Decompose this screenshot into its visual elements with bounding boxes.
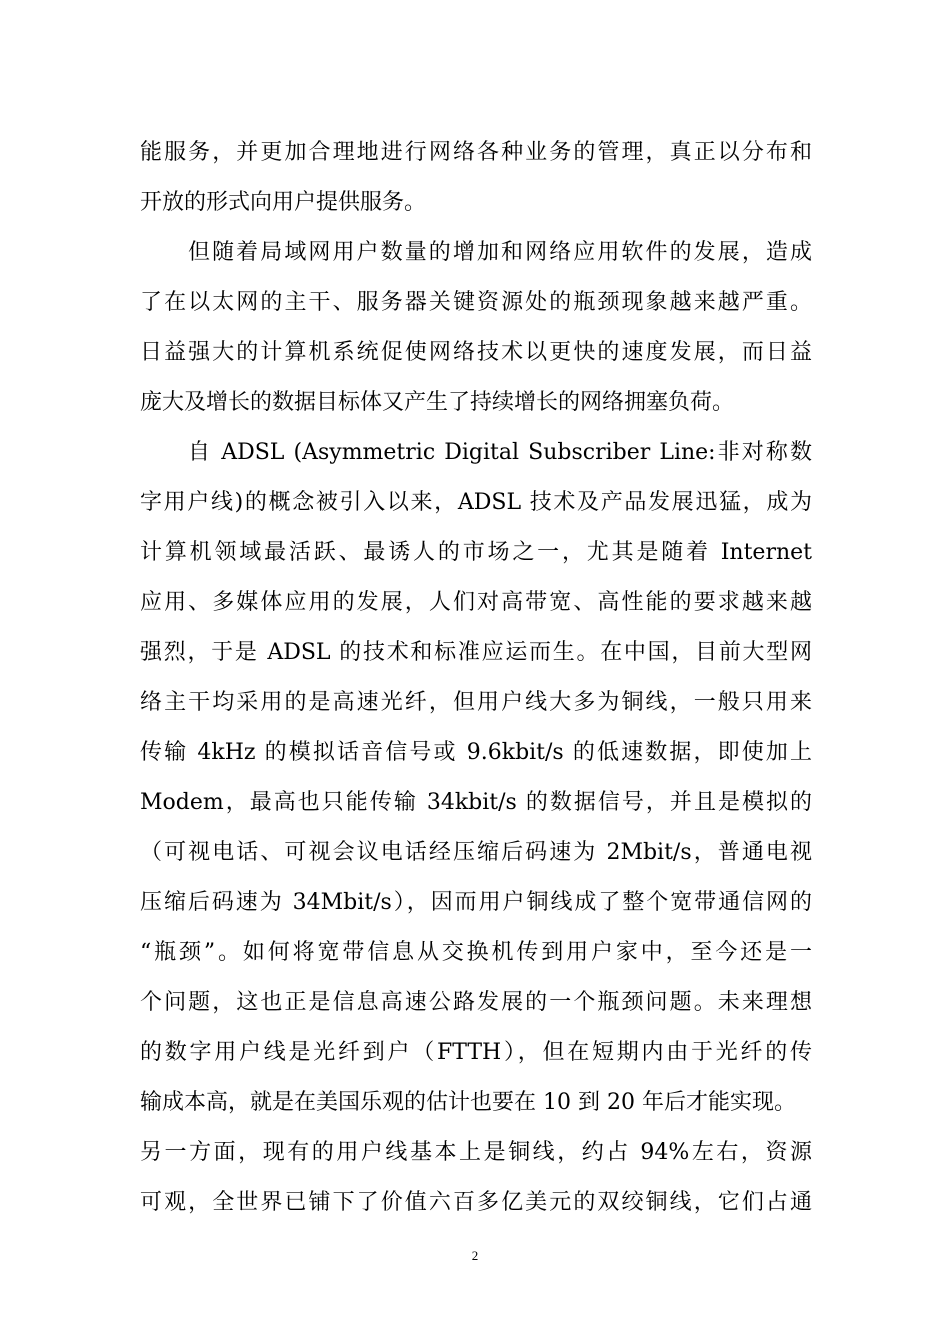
text-line: Modem，最高也只能传输 34kbit/s 的数据信号，并且是模拟的 [140, 790, 812, 815]
text-line: 能服务，并更加合理地进行网络各种业务的管理，真正以分布和 [140, 140, 812, 165]
page-number: 2 [471, 1248, 479, 1263]
text-line: 计算机领域最活跃、最诱人的市场之一，尤其是随着 Internet [140, 540, 812, 565]
text-line: 日益强大的计算机系统促使网络技术以更快的速度发展，而日益 [140, 340, 812, 365]
text-line: “瓶颈”。如何将宽带信息从交换机传到用户家中，至今还是一 [140, 940, 812, 965]
text-line: 字用户线)的概念被引入以来，ADSL 技术及产品发展迅猛，成为 [140, 490, 812, 515]
text-line: 另一方面，现有的用户线基本上是铜线，约占 94%左右，资源 [140, 1140, 812, 1165]
text-line: 传输 4kHz 的模拟话音信号或 9.6kbit/s 的低速数据，即使加上 [140, 740, 812, 765]
text-line: 强烈，于是 ADSL 的技术和标准应运而生。在中国，目前大型网 [140, 640, 812, 665]
text-line: 了在以太网的主干、服务器关键资源处的瓶颈现象越来越严重。 [140, 290, 812, 315]
text-line: 个问题，这也正是信息高速公路发展的一个瓶颈问题。未来理想 [140, 990, 812, 1015]
paragraph-first-line: 但随着局域网用户数量的增加和网络应用软件的发展，造成 [188, 240, 812, 265]
text-line: 的数字用户线是光纤到户（FTTH），但在短期内由于光纤的传 [140, 1040, 812, 1065]
text-line: 庞大及增长的数据目标体又产生了持续增长的网络拥塞负荷。 [140, 390, 735, 415]
text-line: （可视电话、可视会议电话经压缩后码速为 2Mbit/s，普通电视 [140, 840, 812, 865]
text-line: 输成本高，就是在美国乐观的估计也要在 10 到 20 年后才能实现。 [140, 1090, 796, 1115]
text-line: 开放的形式向用户提供服务。 [140, 190, 427, 215]
body-text [140, 128, 812, 1228]
text-line: 压缩后码速为 34Mbit/s），因而用户铜线成了整个宽带通信网的 [140, 890, 812, 915]
text-line: 可观，全世界已铺下了价值六百多亿美元的双绞铜线，它们占通 [140, 1190, 812, 1215]
text-line: 络主干均采用的是高速光纤，但用户线大多为铜线，一般只用来 [140, 690, 812, 715]
text-line: 应用、多媒体应用的发展，人们对高带宽、高性能的要求越来越 [140, 590, 812, 615]
paragraph-first-line: 自 ADSL (Asymmetric Digital Subscriber Line:非对称数 [188, 440, 812, 465]
